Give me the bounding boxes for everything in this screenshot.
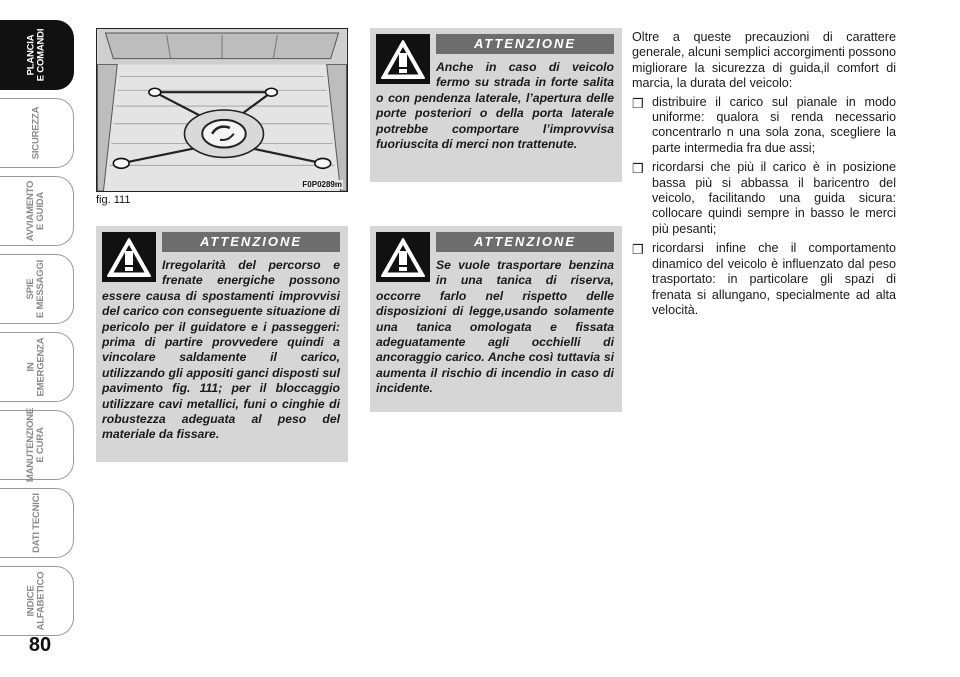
tab-label: INDICE ALFABETICO — [25, 571, 47, 631]
tab-label: SICUREZZA — [30, 106, 42, 160]
warning-title: ATTENZIONE — [436, 232, 614, 252]
tab-dati-tecnici[interactable] — [0, 488, 74, 558]
warning-triangle-icon — [376, 34, 430, 84]
list-item-text: ricordarsi infine che il comportamento dinamico del veicolo è influenzato dal peso trasportato: in particolare gli spazi di frenata si allungano, specialmente ad alta velocità. — [652, 241, 896, 317]
warning-text: Anche in caso di veicolo fermo su strada in forte salita o con pendenza laterale, l’apertura delle porte posteriori o della porta laterale potrebbe comportare l’improvvisa fuoriuscita di merci non trattenute. — [376, 60, 614, 152]
warning-box-door-opening — [370, 28, 622, 182]
warning-text: Se vuole trasportare benzina in una tanica di riserva, occorre farlo nel rispetto delle disposizioni di legge,usando solamente una tanica omologata e fissata adeguatamente agli occhielli di ancoraggio carico. Anche così tuttavia si aumenta il rischio di incendio in caso di incidente. — [376, 258, 614, 396]
warning-text: Irregolarità del percorso e frenate energiche possono essere causa di spostamenti improvvisi del carico con conseguente situazione di pericolo per il guidatore e i passeggeri: prima di partire provvedere quindi a vincolare saldamente il carico, utilizzando gli appositi ganci disposti sul pavimento fig. 111; per il bloccaggio utilizzare cavi metallici, funi o cinghie di robustezza adeguata al peso del materiale da fissare. — [102, 258, 340, 442]
warning-triangle-icon — [376, 232, 430, 282]
tab-label: IN EMERGENZA — [25, 337, 47, 397]
body-text-column — [632, 30, 896, 322]
tab-plancia-comandi[interactable] — [0, 20, 74, 90]
tab-label: PLANCIA E COMANDI — [25, 28, 47, 82]
figure-caption: fig. 111 — [96, 194, 131, 206]
list-item-text: distribuire il carico sul pianale in modo uniforme: qualora si renda necessario concentrarlo n una sola zona, scegliere la parte intermedia fra due assi; — [652, 94, 896, 155]
figure-code: F0P0289m — [302, 180, 342, 189]
tab-label: AVVIAMENTO E GUIDA — [25, 180, 47, 242]
checkbox-bullet-icon: ❒ — [632, 95, 644, 111]
list-item — [632, 95, 896, 157]
page-number: 80 — [28, 634, 52, 656]
warning-triangle-icon — [102, 232, 156, 282]
warning-box-fuel-canister — [370, 226, 622, 412]
list-item-text: ricordarsi che più il carico è in posizione bassa più si abbassa il baricentro del veicolo, facilitando una guida sicura: collocare quindi sempre in basso le merci più pesanti; — [652, 160, 896, 236]
checkbox-bullet-icon: ❒ — [632, 161, 644, 177]
intro-paragraph: Oltre a queste precauzioni di carattere generale, alcuni semplici accorgimenti possono migliorare la sicurezza di guida,il comfort di marcia, la durata del veicolo: — [632, 30, 896, 91]
tab-label: MANUTENZIONE E CURA — [25, 407, 47, 483]
warning-box-load-securing — [96, 226, 348, 462]
tab-spie-messaggi[interactable] — [0, 254, 74, 324]
tab-avviamento-guida[interactable] — [0, 176, 74, 246]
tab-label: DATI TECNICI — [30, 493, 42, 553]
list-item — [632, 160, 896, 237]
tab-indice-alfabetico[interactable] — [0, 566, 74, 636]
tab-sicurezza[interactable] — [0, 98, 74, 168]
tab-manutenzione-cura[interactable] — [0, 407, 74, 483]
cargo-floor-figure — [96, 28, 348, 192]
checkbox-bullet-icon: ❒ — [632, 242, 644, 258]
list-item — [632, 241, 896, 318]
tab-emergenza[interactable] — [0, 332, 74, 402]
tab-label: SPIE E MESSAGGI — [25, 259, 47, 319]
warning-title: ATTENZIONE — [162, 232, 340, 252]
cargo-floor-illustration — [97, 29, 347, 191]
warning-title: ATTENZIONE — [436, 34, 614, 54]
